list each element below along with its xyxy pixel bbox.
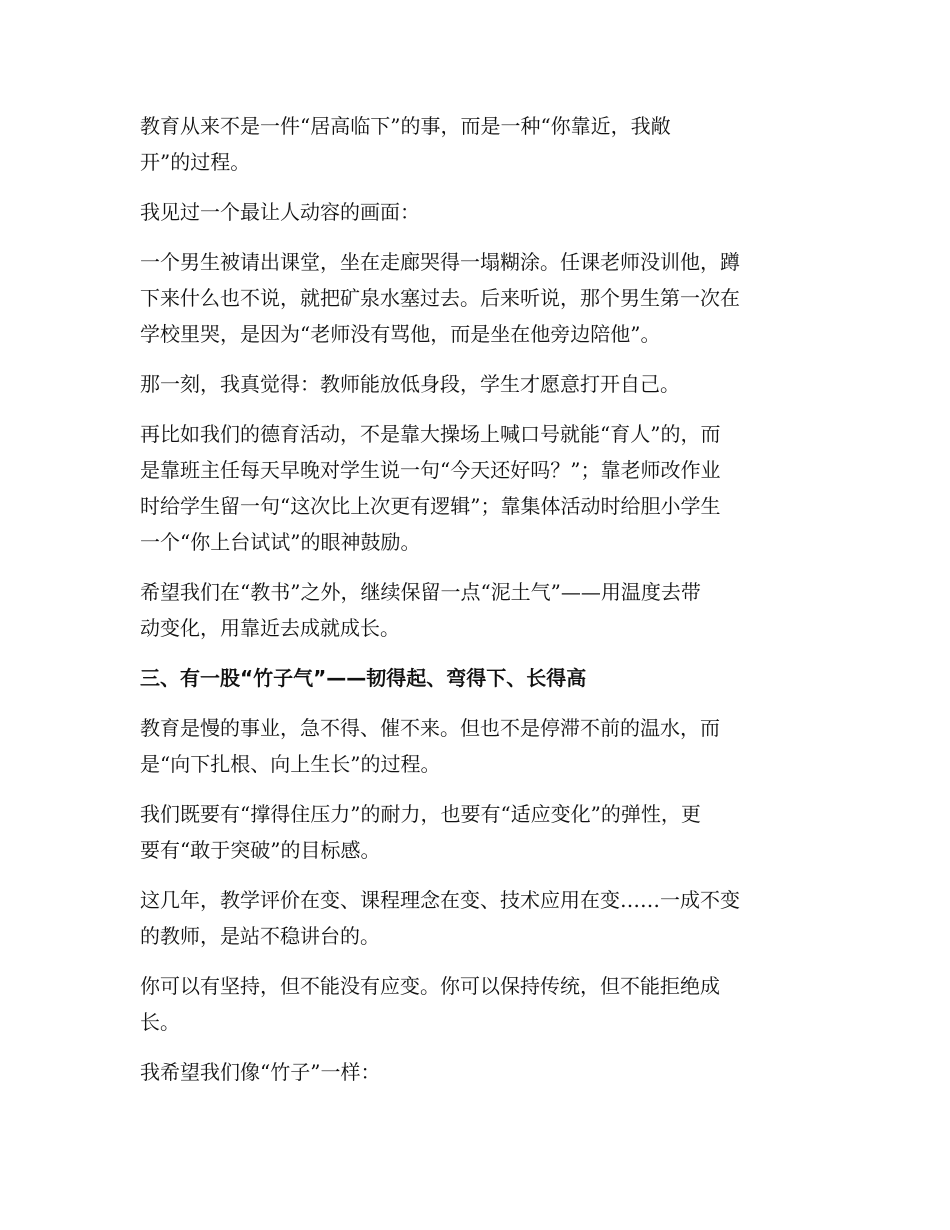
paragraph-11: 我希望我们像“竹子”一样： [140, 1060, 381, 1084]
paragraph-10: 你可以有坚持，但不能没有应变。你可以保持传统，但不能拒绝成 长。 [140, 974, 720, 1034]
paragraph-4: 那一刻，我真觉得：教师能放低身段，学生才愿意打开自己。 [140, 372, 680, 396]
paragraph-9: 这几年，教学评价在变、课程理念在变、技术应用在变……一成不变 的教师，是站不稳讲台的。 [140, 888, 740, 948]
paragraph-6: 希望我们在“教书”之外，继续保留一点“泥土气”——用温度去带 动变化，用靠近去成就成长。 [140, 580, 701, 640]
paragraph-2: 我见过一个最让人动容的画面： [140, 200, 420, 224]
paragraph-8: 我们既要有“撑得住压力”的耐力，也要有“适应变化”的弹性，更 要有“敢于突破”的目标感。 [140, 802, 701, 862]
paragraph-3: 一个男生被请出课堂，坐在走廊哭得一塌糊涂。任课老师没训他，蹲 下来什么也不说，就把矿泉水塞过去。后来听说，那个男生第一次在 学校里哭，是因为“老师没有骂他，而是坐在他旁边陪他”。 [140, 250, 740, 346]
section-heading: 三、有一股“竹子气”——韧得起、弯得下、长得高 [140, 666, 587, 690]
paragraph-5: 再比如我们的德育活动，不是靠大操场上喊口号就能“育人”的，而 是靠班主任每天早晚对学生说一句“今天还好吗？”；靠老师改作业 时给学生留一句“这次比上次更有逻辑”；靠集体活动时给胆小学生 一个“你上台试试”的眼神鼓励。 [140, 422, 721, 554]
paragraph-1: 教育从来不是一件“居高临下”的事，而是一种“你靠近，我敞 开”的过程。 [140, 114, 671, 174]
document-body [140, 108, 800, 1104]
paragraph-7: 教育是慢的事业，急不得、催不来。但也不是停滞不前的温水，而 是“向下扎根、向上生长”的过程。 [140, 716, 720, 776]
